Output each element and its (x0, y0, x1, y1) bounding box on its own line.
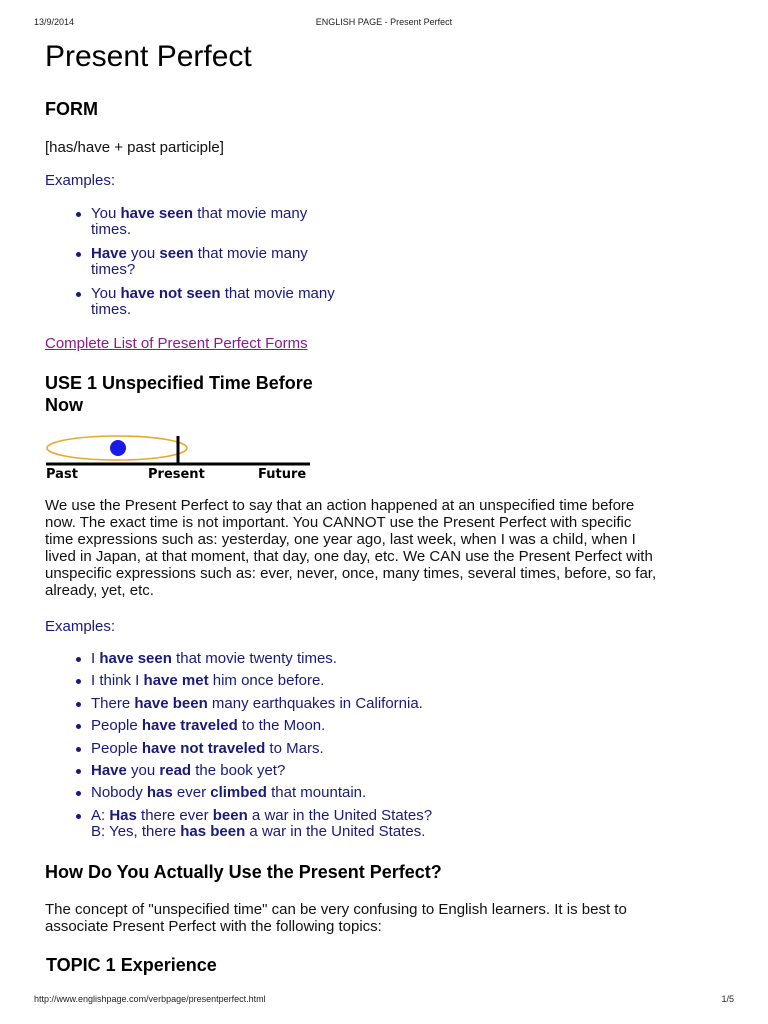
print-footer-url: http://www.englishpage.com/verbpage/presentperfect.html (34, 994, 266, 1004)
list-item (45, 763, 432, 779)
paragraph-line: unspecific expressions such as: ever, never, once, many times, several times, before, so far, (45, 565, 657, 582)
example-text: a war in the United States. (245, 822, 426, 840)
example-text: that movie many (193, 205, 308, 222)
page-title: Present Perfect (45, 40, 252, 73)
example-text: a war in the United States? (247, 806, 433, 824)
example-text: People (91, 739, 142, 757)
example-verb: climbed (210, 784, 267, 802)
list-item (45, 741, 432, 757)
example-text: times? (91, 261, 136, 278)
example-verb: been (212, 806, 248, 824)
paragraph-line: associate Present Perfect with the following topics: (45, 918, 382, 935)
paragraph-line: lived in Japan, at that moment, that day, one day, etc. We CAN use the Present Perfect with (45, 548, 653, 565)
complete-list-link[interactable]: Complete List of Present Perfect Forms (45, 335, 308, 352)
example-verb: Have (91, 245, 127, 262)
print-page-number: 1/5 (721, 994, 734, 1004)
example-verb: have traveled (141, 717, 238, 735)
example-text: there ever (136, 806, 213, 824)
example-text: Nobody (91, 784, 147, 802)
example-verb: Have (91, 761, 127, 779)
paragraph-line: now. The exact time is not important. You CANNOT use the Present Perfect with specific (45, 514, 632, 531)
list-item (45, 651, 432, 667)
example-text: B: Yes, there (91, 822, 181, 840)
example-text: A: (91, 806, 110, 824)
list-item (45, 673, 432, 689)
use1-heading (45, 372, 313, 416)
list-item (45, 696, 432, 712)
example-text: you (126, 245, 160, 262)
form-heading: FORM (45, 99, 98, 119)
example-text: You (91, 205, 121, 222)
use1-heading-line1: USE 1 Unspecified Time Before (45, 373, 313, 393)
example-text: I think I (91, 672, 144, 690)
how-paragraph (45, 901, 745, 935)
list-item (45, 206, 335, 238)
example-verb: seen (159, 245, 194, 262)
example-verb: have seen (99, 650, 172, 667)
paragraph-line: already, yet, etc. (45, 582, 154, 599)
example-text: You (91, 285, 121, 302)
timeline-event-dot (110, 440, 126, 456)
example-text: to the Moon. (237, 717, 326, 735)
example-text: There (91, 694, 135, 712)
example-text: times. (91, 221, 132, 238)
print-date: 13/9/2014 (34, 17, 75, 27)
use1-examples-list (45, 651, 432, 846)
use1-examples-label: Examples: (45, 618, 116, 635)
timeline-label-past: Past (46, 467, 78, 482)
list-item (45, 785, 432, 801)
example-verb: read (159, 761, 192, 779)
example-text: him once before. (208, 672, 325, 690)
example-verb: has (146, 784, 173, 802)
example-text: many earthquakes in California. (207, 694, 423, 712)
paragraph-line: time expressions such as: yesterday, one year ago, last week, when I was a child, when I (45, 531, 636, 548)
paragraph-line: The concept of "unspecified time" can be very confusing to English learners. It is best to (45, 901, 627, 918)
example-verb: have met (143, 672, 209, 690)
list-item (45, 246, 335, 278)
how-heading: How Do You Actually Use the Present Perfect? (45, 862, 442, 882)
example-text: that movie many (193, 245, 308, 262)
example-text: that movie twenty times. (171, 650, 337, 667)
example-text: People (91, 717, 142, 735)
form-examples-list (45, 206, 335, 326)
use1-heading-line2: Now (45, 395, 83, 415)
example-text: that mountain. (266, 784, 367, 802)
example-verb: Has (109, 806, 137, 824)
example-verb: has been (180, 822, 246, 840)
example-verb: have seen (120, 205, 194, 222)
paragraph-line: We use the Present Perfect to say that an action happened at an unspecified time before (45, 497, 635, 514)
example-text: the book yet? (191, 761, 286, 779)
example-text: times. (91, 301, 132, 318)
example-verb: have not traveled (141, 739, 266, 757)
list-item (45, 286, 335, 318)
list-item (45, 718, 432, 734)
example-text: I (91, 650, 100, 667)
example-text: ever (172, 784, 211, 802)
example-text: that movie many (220, 285, 335, 302)
timeline-diagram (44, 430, 314, 482)
list-item (45, 808, 432, 840)
form-examples-label: Examples: (45, 172, 116, 189)
print-header-title: ENGLISH PAGE - Present Perfect (315, 17, 453, 27)
timeline-label-present: Present (148, 467, 205, 482)
timeline-label-future: Future (258, 467, 307, 482)
example-text: to Mars. (265, 739, 324, 757)
example-verb: have not seen (120, 285, 221, 302)
use1-paragraph (45, 497, 745, 599)
topic1-heading: TOPIC 1 Experience (46, 955, 217, 975)
example-text: you (126, 761, 160, 779)
example-verb: have been (134, 694, 208, 712)
form-formula: [has/have + past participle] (45, 139, 224, 156)
